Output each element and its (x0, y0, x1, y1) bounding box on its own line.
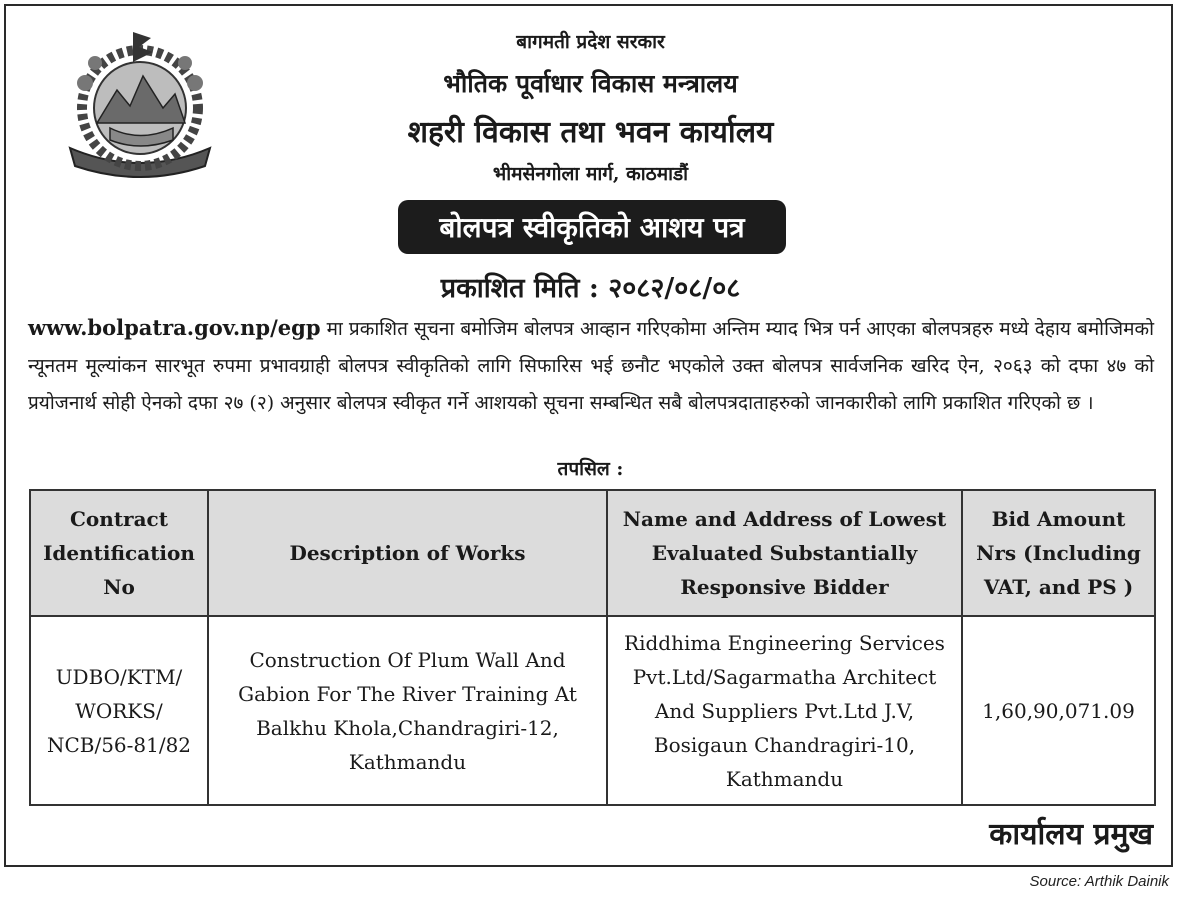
source-credit: Source: Arthik Dainik (1029, 873, 1169, 890)
header-description: Description of Works (208, 490, 607, 616)
cell-description: Construction Of Plum Wall And Gabion For The River Training At Balkhu Khola,Chandragiri-12, Kathmandu (208, 616, 607, 805)
notice-url: www.bolpatra.gov.np/egp (28, 315, 321, 340)
table-header-row (30, 490, 1155, 616)
government-name: बागमती प्रदेश सरकार (516, 31, 665, 53)
notice-title: बोलपत्र स्वीकृतिको आशय पत्र (398, 200, 786, 254)
details-heading: तपसिल : (557, 458, 624, 480)
bid-table (29, 489, 1156, 806)
header-contract-id: Contract Identification No (30, 490, 208, 616)
cell-bidder: Riddhima Engineering Services Pvt.Ltd/Sagarmatha Architect And Suppliers Pvt.Ltd J.V, Bosigaun Chandragiri-10, Kathmandu (607, 616, 962, 805)
header-bidder: Name and Address of Lowest Evaluated Substantially Responsive Bidder (607, 490, 962, 616)
table-row (30, 616, 1155, 805)
ministry-name: भौतिक पूर्वाधार विकास मन्त्रालय (443, 69, 738, 98)
office-address: भीमसेनगोला मार्ग, काठमाडौं (492, 163, 689, 185)
notice-body (28, 309, 1154, 422)
signoff: कार्यालय प्रमुख (989, 817, 1153, 852)
header-bid-amount: Bid Amount Nrs (Including VAT, and PS ) (962, 490, 1155, 616)
notice-text: मा प्रकाशित सूचना बमोजिम बोलपत्र आव्हान गरिएकोमा अन्तिम म्याद भित्र पर्न आएका बोलपत्रहरु मध्ये देहाय बमोजिमको न्यूनतम मूल्यांकन सारभूत रुपमा प्रभावग्राही बोलपत्र स्वीकृतिको लागि सिफारिस भई छनौट भएकोले उक्त बोलपत्र सार्वजनिक खरिद ऐन, २०६३ को दफा ४७ को प्रयोजनार्थ सोही ऐनको दफा २७ (२) अनुसार बोलपत्र स्वीकृत गर्ने आशयको सूचना सम्बन्धित सबै बोलपत्रदाताहरुको जानकारीको लागि प्रकाशित गरिएको छ । (28, 318, 1154, 414)
cell-bid-amount: 1,60,90,071.09 (962, 616, 1155, 805)
published-date: प्रकाशित मिति : २०८२/०८/०८ (440, 273, 741, 304)
cell-contract-id: UDBO/KTM/ WORKS/ NCB/56-81/82 (30, 616, 208, 805)
office-name: शहरी विकास तथा भवन कार्यालय (407, 115, 774, 150)
